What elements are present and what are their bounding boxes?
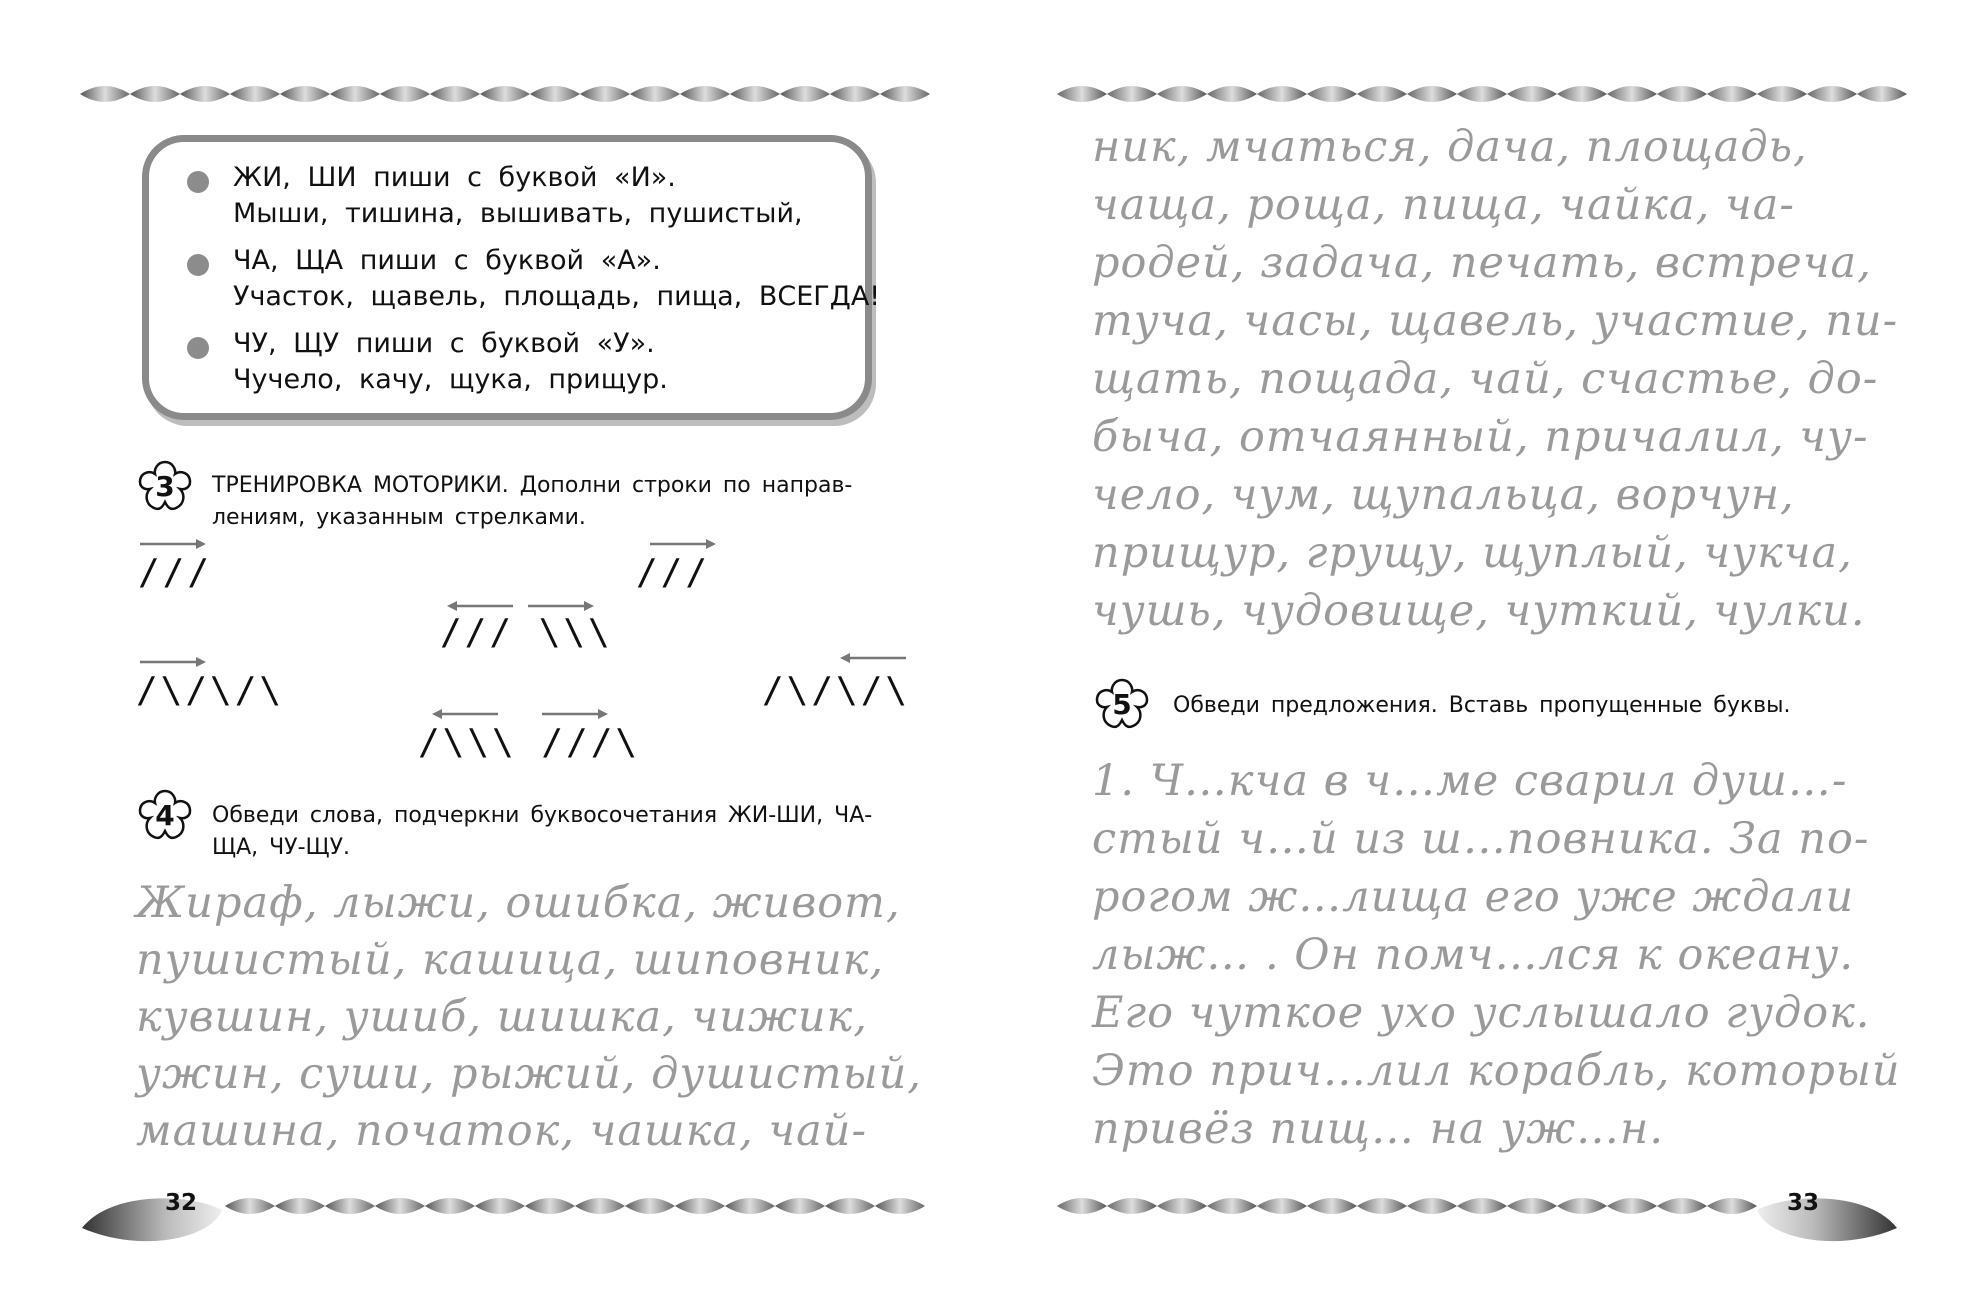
cursive-line: туча, часы, щавель, участие, пи-	[1092, 296, 1899, 346]
page-number-leaf	[1757, 1188, 1897, 1252]
cursive-line: Жираф, лыжи, ошибка, живот,	[136, 878, 901, 928]
arrow-right-icon	[650, 538, 716, 550]
task-3-line-2: лениям, указанным стрелками.	[212, 505, 586, 530]
bottom-leaf-border	[1057, 1192, 1762, 1220]
bullet-icon	[187, 337, 209, 359]
page-number: 32	[165, 1190, 198, 1216]
cursive-line: щать, пощада, чай, счастье, до-	[1092, 354, 1879, 404]
cursive-line: машина, початок, чашка, чай-	[136, 1106, 868, 1156]
cursive-line: ужин, суши, рыжий, душистый,	[136, 1049, 922, 1099]
cursive-line: чаща, роща, пища, чайка, ча-	[1092, 180, 1795, 230]
task-3-badge	[136, 458, 194, 516]
task-4-line-2: ЩА, ЧУ-ЩУ.	[212, 835, 350, 860]
stroke-pattern: /\\\ ///\	[418, 722, 641, 763]
task-3-line-1: ТРЕНИРОВКА МОТОРИКИ. Дополни строки по направ-	[212, 473, 853, 498]
bullet-icon	[187, 171, 209, 193]
top-leaf-border	[1057, 80, 1907, 108]
rule-head: ЧУ, ЩУ пиши с буквой «У».	[233, 328, 655, 359]
task-number: 5	[1112, 688, 1132, 721]
task-3-text	[212, 470, 852, 534]
task-number: 3	[155, 470, 175, 503]
arrow-right-icon	[140, 656, 206, 668]
cursive-line: стый ч…й из ш…повника. За по-	[1092, 814, 1870, 864]
cursive-line: 1. Ч…кча в ч…ме сварил душ…-	[1092, 756, 1848, 806]
task-5-text: Обведи предложения. Вставь пропущенные буквы.	[1173, 693, 1791, 718]
cursive-line: родей, задача, печать, встреча,	[1092, 238, 1872, 288]
rule-head: ЖИ, ШИ пиши с буквой «И».	[233, 162, 676, 193]
cursive-line: привёз пищ… на уж…н.	[1092, 1104, 1665, 1154]
task-4-badge	[136, 787, 194, 845]
stroke-pattern: /// \\\	[440, 612, 613, 653]
cursive-line: быча, отчаянный, причалил, чу-	[1092, 412, 1869, 462]
cursive-line: чело, чум, щупальца, ворчун,	[1092, 470, 1795, 520]
page-number: 33	[1787, 1190, 1820, 1216]
bullet-icon	[187, 254, 209, 276]
arrow-left-icon	[432, 708, 498, 720]
stroke-pattern: ///	[636, 552, 711, 593]
page-number-leaf	[82, 1188, 222, 1252]
task-4-line-1: Обведи слова, подчеркни буквосочетания ЖИ-ШИ, ЧА-	[212, 803, 873, 828]
stroke-pattern: /\/\/\	[762, 670, 911, 711]
cursive-line: кувшин, ушиб, шишка, чижик,	[136, 992, 868, 1042]
cursive-line: чушь, чудовище, чуткий, чулки.	[1092, 586, 1866, 636]
arrow-left-icon	[447, 600, 513, 612]
rule-head: ЧА, ЩА пиши с буквой «А».	[233, 245, 661, 276]
arrow-left-icon	[840, 652, 906, 664]
rule-box	[142, 135, 881, 420]
cursive-line: ник, мчаться, дача, площадь,	[1092, 122, 1808, 172]
arrow-right-icon	[528, 600, 594, 612]
top-leaf-border	[80, 80, 930, 108]
task-number: 4	[155, 799, 175, 832]
arrow-right-icon	[140, 538, 206, 550]
cursive-line: Его чуткое ухо услышало гудок.	[1092, 988, 1871, 1038]
cursive-line: рогом ж…лища его уже ждали	[1092, 872, 1855, 922]
rule-example: Чучело, качу, щука, прищур.	[233, 364, 668, 395]
stroke-pattern: /\/\/\	[136, 670, 285, 711]
right-page	[987, 0, 1974, 1300]
cursive-line: пушистый, кашица, шиповник,	[136, 935, 885, 985]
arrow-right-icon	[542, 708, 608, 720]
cursive-line: Это прич…лил корабль, который	[1092, 1046, 1901, 1096]
cursive-line: лыж… . Он помч…лся к океану.	[1092, 930, 1855, 980]
cursive-line: прищур, грущу, щуплый, чукча,	[1092, 528, 1853, 578]
stroke-pattern: ///	[138, 552, 213, 593]
task-5-badge	[1093, 676, 1151, 734]
rule-example: Участок, щавель, площадь, пища, ВСЕГДА!	[233, 281, 881, 312]
rule-example: Мыши, тишина, вышивать, пушистый,	[233, 198, 803, 229]
bottom-leaf-border	[225, 1192, 930, 1220]
task-4-text	[212, 800, 872, 864]
